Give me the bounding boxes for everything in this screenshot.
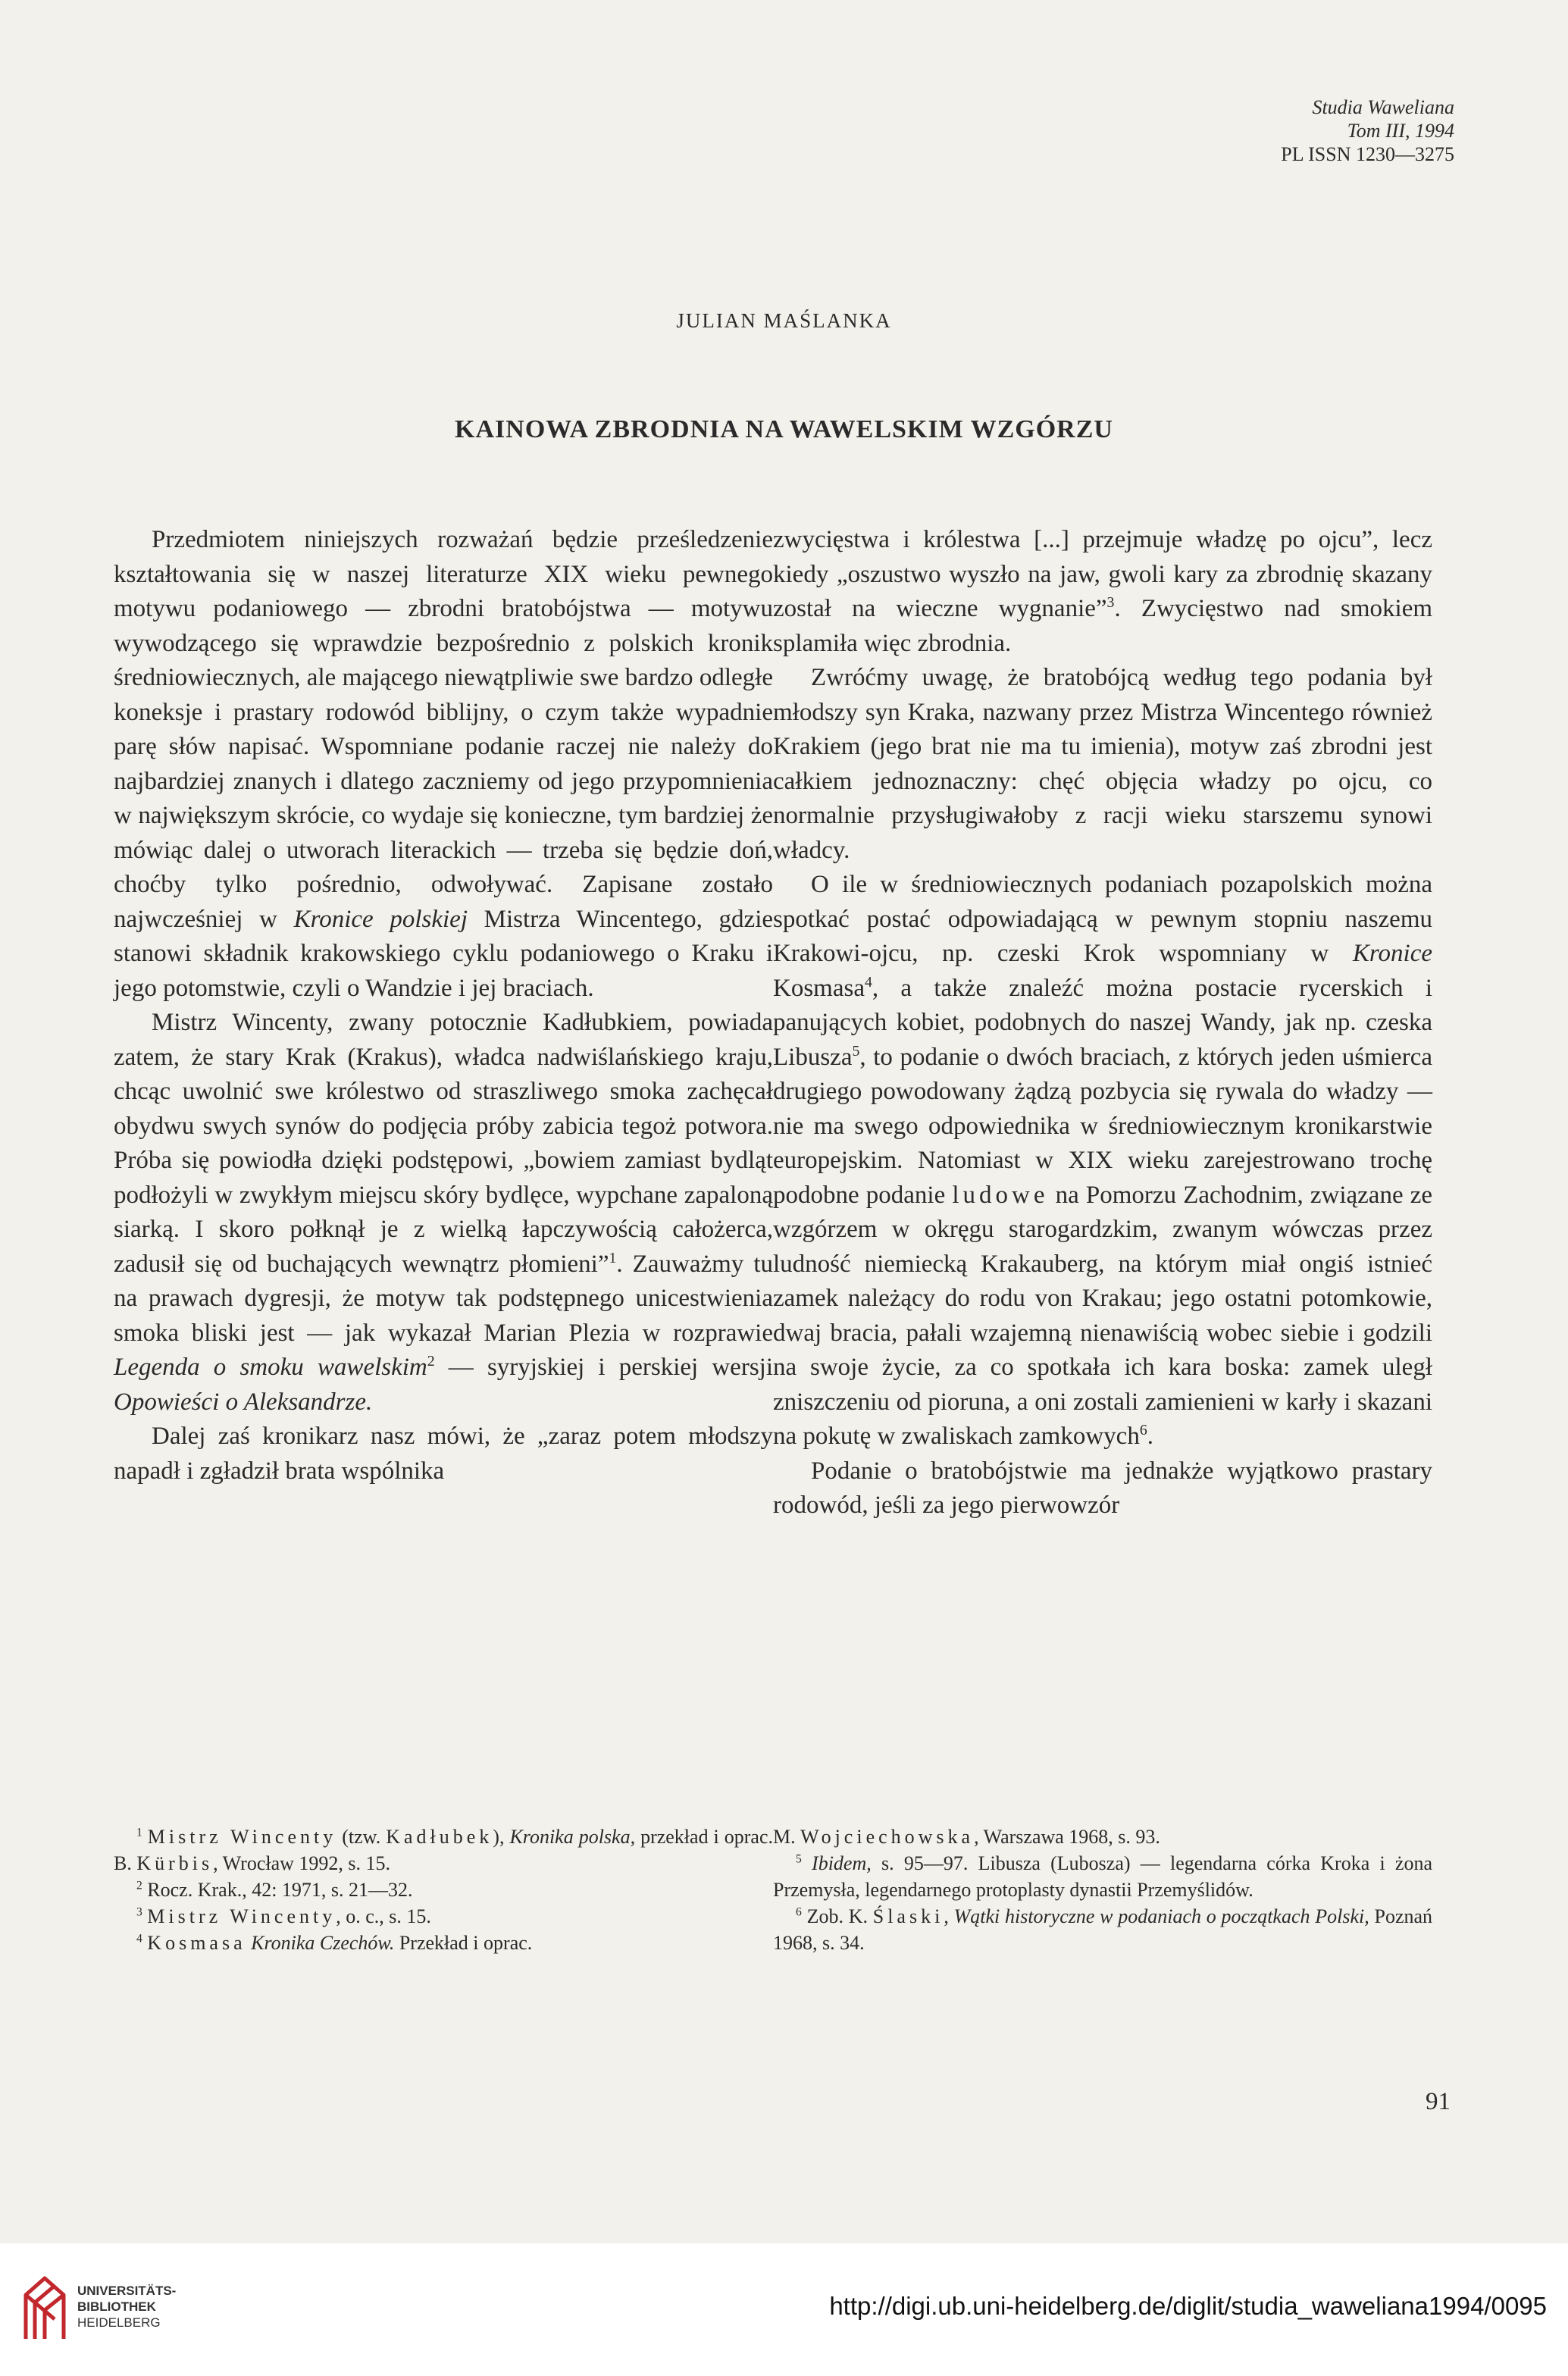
footnotes-left <box>114 1823 773 1956</box>
paragraph: Przedmiotem niniejszych rozważań będzie prześledzenie kształtowania się w naszej literaturze XIX wieku pewnego motywu podaniowego — zbrodni bratobójstwa — motywu wywodzącego się wprawdzie bezpośrednio z polskich kronik średniowiecznych, ale mającego niewątpliwie swe bardzo odległe koneksje i prastary rodowód biblijny, o czym także wypadnie parę słów napisać. Wspomniane podanie raczej nie należy do najbardziej znanych i dlatego zaczniemy od jego przypomnienia w największym skrócie, co wydaje się konieczne, tym bardziej że mówiąc dalej o utworach literackich — trzeba się będzie doń, choćby tylko pośrednio, odwoływać. Zapisane zostało najwcześniej w Kronice polskiej Mistrza Wincentego, gdzie stanowi składnik krakowskiego cyklu podaniowego o Kraku i jego potomstwie, czyli o Wandzie i jej braciach. <box>114 526 774 1002</box>
journal-volume: Tom III, 1994 <box>1347 120 1454 142</box>
footnote-ref[interactable]: 3 <box>1106 594 1115 611</box>
footnote: $^2$ Rocz. Krak., 42: 1971, s. 21—32. <box>136 1879 413 1901</box>
article-author: JULIAN MAŚLANKA <box>676 309 892 332</box>
footnote-ref[interactable]: 5 <box>852 1042 860 1060</box>
paragraph: zwycięstwa i królestwa [...] przejmuje władzę po ojcu”, lecz kiedy „oszustwo wyszło na jaw, gwoli kary za zbrodnię skazany został na wieczne wygnanie”$^3$. Zwycięstwo nad smokiem splamiła więc zbrodnia. <box>773 526 1433 657</box>
paragraph: Mistrz Wincenty, zwany potocznie Kadłubkiem, powiada zatem, że stary Krak (Krakus), władca nadwiślańskiego kraju, chcąc uwolnić swe królestwo od straszliwego smoka zachęcał obydwu swych synów do podjęcia próby zabicia tegoż potwora. Próba się powiodła dzięki podstępowi, „bowiem zamiast bydląt podłożyli w zwykłym miejscu skóry bydlęce, wypchane zapaloną siarką. I skoro połknął je z wielką łapczywością całożerca, zadusił się od buchających wewnątrz płomieni”$^1$. Zauważmy tu na prawach dygresji, że motyw tak podstępnego unicestwienia smoka bliski jest — jak wykazał Marian Plezia w rozprawie Legenda o smoku wawelskim$^2$ — syryjskiej i perskiej wersji Opowieści o Aleksandrze. <box>114 1009 774 1416</box>
paragraph: O ile w średniowiecznych podaniach pozapolskich można spotkać postać odpowiadającą w pewnym stopniu naszemu Krakowi-ojcu, np. czeski Krok wspomniany w Kronice Kosmasa$^4$, a także znaleźć można postacie rycerskich i panujących kobiet, podobnych do naszej Wandy, jak np. czeska Libusza$^5$, to podanie o dwóch braciach, z których jeden uśmierca drugiego powodowany żądzą pozbycia się rywala do władzy — nie ma swego odpowiednika w średniowiecznym kronikarstwie europejskim. Natomiast w XIX wieku zarejestrowano trochę podobne podanie ludowe na Pomorzu Zachodnim, związane ze wzgórzem w okręgu starogardzkim, zwanym wówczas przez ludność niemiecką Krakauberg, na którym miał ongiś istnieć zamek należący do rodu von Krakau; jego ostatni potomkowie, dwaj bracia, pałali wzajemną nienawiścią wobec siebie i godzili na swoje życie, za co spotkała ich kara boska: zamek uległ zniszczeniu od pioruna, a oni zostali zamienieni w karły i skazani na pokutę w zwaliskach zamkowych$^6$. <box>773 871 1433 1450</box>
digitization-footer <box>0 2243 1568 2376</box>
journal-issn: PL ISSN 1230—3275 <box>1281 143 1454 165</box>
journal-header <box>1281 95 1454 166</box>
footnotes-right <box>773 1823 1432 1956</box>
article-title: KAINOWA ZBRODNIA NA WAWELSKIM WZGÓRZU <box>455 415 1113 443</box>
footnote: $^1$ Mistrz Wincenty (tzw. Kadłubek), Kronika polska, przekład i oprac. B. Kürbis, Wrocław 1992, s. 15. <box>114 1826 773 1874</box>
library-name: UNIVERSITÄTS- BIBLIOTHEK HEIDELBERG <box>77 2284 177 2330</box>
paragraph: Podanie o bratobójstwie ma jednakże wyjątkowo prastary rodowód, jeśli za jego pierwowzór <box>773 1457 1432 1519</box>
footnote-ref[interactable]: 6 <box>1139 1422 1147 1438</box>
footnote-continuation: M. Wojciechowska, Warszawa 1968, s. 93. <box>773 1826 1160 1848</box>
paragraph: Dalej zaś kronikarz nasz mówi, że „zaraz potem młodszy napadł i zgładził brata wspólnika <box>114 1423 773 1485</box>
footnote: $^5$ Ibidem, s. 95—97. Libusza (Lubosza) — legendarna córka Kroka i żona Przemysła, legendarnego protoplasty dynastii Przemyślidów. <box>773 1852 1433 1901</box>
footnote-ref[interactable]: 4 <box>864 973 872 991</box>
library-logo-icon <box>21 2272 68 2343</box>
footnote: $^3$ Mistrz Wincenty, o. c., s. 15. <box>136 1905 431 1927</box>
footnote-ref[interactable]: 2 <box>427 1353 435 1370</box>
page-number: 91 <box>1426 2088 1451 2115</box>
paragraph: Zwróćmy uwagę, że bratobójcą według tego podania był młodszy syn Kraka, nazwany przez Mistrza Wincentego również Krakiem (jego brat nie ma tu imienia), motyw zaś zbrodni jest całkiem jednoznaczny: chęć objęcia władzy po ojcu, co normalnie przysługiwałoby z racji wieku starszemu synowi władcy. <box>773 664 1432 864</box>
footnote: $^6$ Zob. K. Ślaski, Wątki historyczne w podaniach o początkach Polski, Poznań 1968, s. 34. <box>773 1905 1433 1954</box>
footnote: $^4$ Kosmasa Kronika Czechów. Przekład i oprac. <box>136 1932 533 1954</box>
footnote-ref[interactable]: 1 <box>609 1249 617 1266</box>
body-column-left <box>114 523 773 1489</box>
source-url-link[interactable]: http://digi.ub.uni-heidelberg.de/diglit/studia_waweliana1994/0095 <box>829 2292 1547 2320</box>
body-column-right <box>773 523 1432 1523</box>
journal-name: Studia Waweliana <box>1312 96 1454 118</box>
